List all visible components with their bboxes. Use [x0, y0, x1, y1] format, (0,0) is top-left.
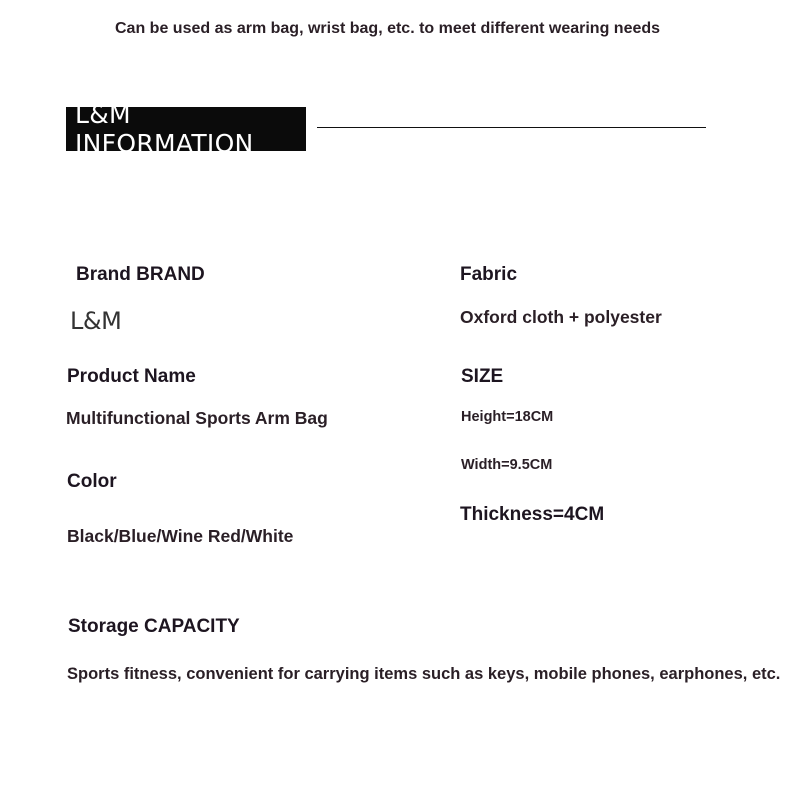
size-thickness: Thickness=4CM: [460, 504, 605, 525]
product-name-value: Multifunctional Sports Arm Bag: [66, 408, 328, 428]
storage-label: Storage CAPACITY: [68, 616, 240, 637]
section-title: L&M INFORMATION: [75, 100, 254, 158]
section-header: [66, 100, 306, 158]
size-height: Height=18CM: [461, 409, 554, 425]
size-width: Width=9.5CM: [461, 457, 553, 473]
size-label: SIZE: [461, 366, 504, 387]
product-name-label: Product Name: [67, 366, 196, 387]
fabric-label: Fabric: [460, 264, 518, 285]
fabric-value: Oxford cloth + polyester: [460, 307, 662, 327]
brand-label: Brand BRAND: [76, 264, 205, 285]
brand-value: L&M: [70, 307, 122, 335]
storage-description: Sports fitness, convenient for carrying items such as keys, mobile phones, earphones, etc.: [67, 665, 781, 683]
header-divider: [317, 127, 706, 128]
color-value: Black/Blue/Wine Red/White: [67, 526, 294, 546]
intro-subtitle: Can be used as arm bag, wrist bag, etc. to meet different wearing needs: [115, 20, 661, 37]
color-label: Color: [67, 471, 117, 492]
